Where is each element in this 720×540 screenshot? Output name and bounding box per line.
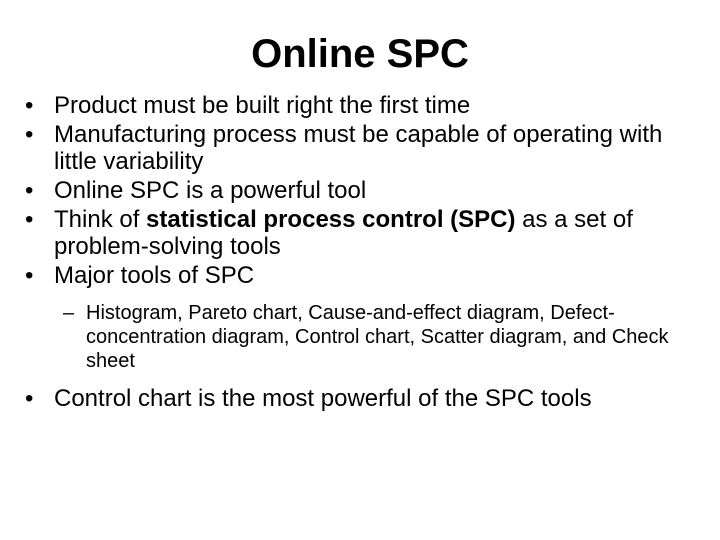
bullet-text: Control chart is the most powerful of the SPC tools: [54, 385, 592, 412]
bullet-item: [25, 385, 705, 412]
bullet-item: [25, 206, 705, 260]
bullet-text: Online SPC is a powerful tool: [54, 177, 367, 204]
bullet-text-before: Think of: [54, 206, 147, 233]
slide-title: Online SPC: [251, 32, 469, 76]
sub-bullet-item: [63, 301, 705, 373]
bullet-list: [25, 92, 705, 414]
bullet-item: [25, 92, 705, 119]
bullet-text: Major tools of SPC: [54, 262, 255, 289]
bullet-icon: •: [25, 206, 34, 233]
bullet-text-bold: statistical process control (SPC): [146, 206, 516, 233]
bullet-item: [25, 262, 705, 289]
sub-bullet-text: Histogram, Pareto chart, Cause-and-effect diagram, Defect-concentration diagram, Control chart, Scatter diagram, and Check sheet: [86, 302, 669, 372]
bullet-icon: •: [25, 92, 34, 119]
bullet-text: Product must be built right the first time: [54, 92, 471, 119]
bullet-icon: •: [25, 385, 34, 412]
bullet-text: Manufacturing process must be capable of operating with little variability: [54, 121, 663, 175]
dash-icon: –: [63, 302, 75, 324]
bullet-icon: •: [25, 121, 34, 148]
bullet-icon: •: [25, 262, 34, 289]
bullet-item: [25, 121, 705, 175]
bullet-item: [25, 177, 705, 204]
bullet-text-after: as a set of problem-solving tools: [54, 206, 633, 260]
bullet-icon: •: [25, 177, 34, 204]
